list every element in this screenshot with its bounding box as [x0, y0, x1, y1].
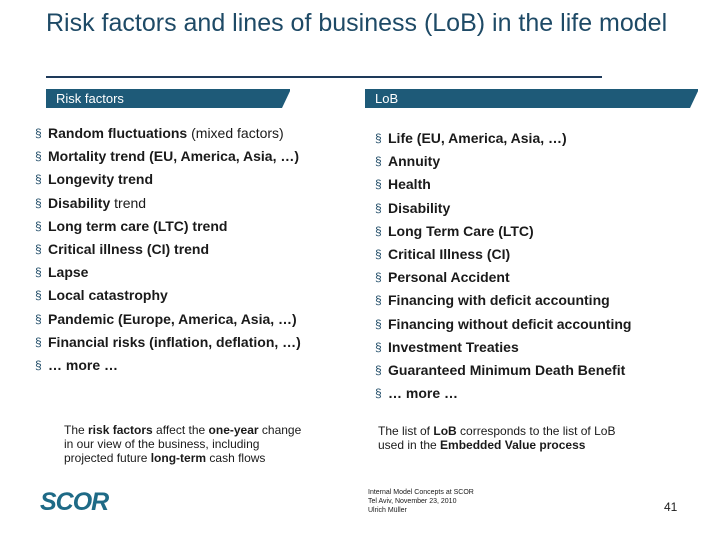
- risk-factor-item: [35, 215, 301, 238]
- slide-title: Risk factors and lines of business (LoB) in the life model: [46, 9, 668, 37]
- risk-factor-text: trend: [110, 194, 147, 211]
- risk-factor-text: Random fluctuations: [48, 125, 188, 141]
- note-text: cash flows: [206, 451, 266, 465]
- page-number: 41: [664, 500, 678, 514]
- lob-item: § Financing with deficit accounting: [375, 289, 631, 312]
- risk-factors-note: [64, 423, 304, 465]
- lob-item: § Personal Accident: [375, 266, 631, 289]
- lob-note: [378, 424, 628, 452]
- risk-factors-header: Risk factors: [46, 89, 290, 108]
- lob-list: [375, 127, 631, 405]
- risk-factor-text: Lapse: [48, 264, 89, 281]
- lob-item: § Life (EU, America, Asia, …): [375, 127, 631, 150]
- risk-factor-item: [35, 261, 301, 284]
- risk-factor-item: [35, 192, 301, 215]
- note-text: Embedded Value process: [440, 438, 586, 452]
- lob-item: § Annuity: [375, 150, 631, 173]
- risk-factor-text: (mixed factors): [187, 125, 284, 141]
- risk-factor-item: [35, 308, 301, 331]
- footer-info: [368, 488, 474, 515]
- lob-item: § Disability: [375, 197, 631, 220]
- risk-factor-text: Long term care (LTC) trend: [48, 217, 228, 234]
- note-text: The: [64, 423, 89, 437]
- note-text: corresponds to the list of LoB used in the: [378, 424, 616, 452]
- note-text: long-term: [150, 451, 207, 465]
- lob-item: § Long Term Care (LTC): [375, 220, 631, 243]
- risk-factor-text: Local catastrophy: [48, 287, 168, 304]
- risk-factor-item: [35, 238, 301, 261]
- lob-header: LoB: [365, 89, 698, 108]
- scor-logo: [40, 488, 144, 514]
- risk-factor-text: Pandemic (Europe, America, Asia, …): [48, 310, 297, 327]
- scor-logo-text: SCOR: [40, 488, 109, 514]
- risk-factor-item: [35, 331, 301, 354]
- risk-factor-text: Mortality trend (EU, America, Asia, …): [48, 148, 300, 165]
- lob-item: § Financing without deficit accounting: [375, 313, 631, 336]
- lob-item: § Investment Treaties: [375, 336, 631, 359]
- lob-item: § Critical Illness (CI): [375, 243, 631, 266]
- risk-factor-text: Financial risks (inflation, deflation, …): [48, 333, 301, 350]
- note-text: change in our view of the business, including projected future: [64, 423, 302, 465]
- risk-factor-item: [35, 145, 301, 168]
- note-text: one-year: [208, 423, 259, 437]
- footer-presentation: Internal Model Concepts at SCOR: [368, 489, 474, 496]
- risk-factor-item: [35, 284, 301, 307]
- lob-item: § Guaranteed Minimum Death Benefit: [375, 359, 631, 382]
- risk-factor-text: Critical illness (CI) trend: [48, 241, 210, 258]
- note-text: risk factors: [88, 423, 153, 437]
- lob-item: § Health: [375, 173, 631, 196]
- lob-item: § … more …: [375, 382, 631, 405]
- footer-author: Ulrich Müller: [368, 507, 407, 514]
- risk-factor-item: [35, 122, 301, 145]
- risk-factor-item: [35, 168, 301, 191]
- note-text: The list of: [378, 424, 434, 438]
- risk-factors-list: [35, 122, 301, 377]
- risk-factor-text: Longevity trend: [48, 171, 154, 188]
- risk-factor-text: … more …: [48, 357, 119, 374]
- risk-factor-text: Disability: [48, 194, 111, 211]
- title-divider: [46, 76, 602, 78]
- note-text: affect the: [152, 423, 209, 437]
- note-text: LoB: [433, 424, 457, 438]
- risk-factor-item: [35, 354, 301, 377]
- footer-location-date: Tel Aviv, November 23, 2010: [368, 498, 457, 505]
